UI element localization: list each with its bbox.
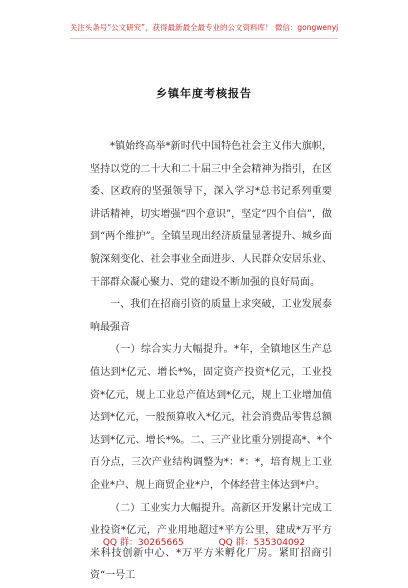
header-divider <box>70 38 338 39</box>
paragraph-overall-strength: （一）综合实力大幅提升。*年，全镇地区生产总值达到*亿元、增长*%，固定资产投资*亿元，工业投资*亿元，规上工业总产值达到*亿元，规上工业增加值达到*亿元，一般预算收入*亿元，社会消费品零售总额达到*亿元、增长*%。二、三产业比重分别提高*、*个百分点，三次产业结构调整为*：*：*，培育规上工业企业*户、规上商贸企业*户，个体经营主体达到*户。 <box>90 344 332 491</box>
paragraph-section-heading: 一、我们在招商引资的质量上求突破，工业发展泰响最强音 <box>90 299 332 333</box>
qq-group-right: QQ 群：535304092 <box>218 538 306 548</box>
paragraph-industrial-strength: （二）工业实力大幅提升。高新区开发累计完成工业投资*亿元，产业用地超过*平方公里，建成*万平方米科技创新中心、*万平方米孵化厂房。紧盯招商引资“一号工 <box>90 502 332 582</box>
document-body <box>90 136 332 588</box>
paragraph-intro: *镇始终高举*新时代中国特色社会主义伟大旗帜，坚持以党的二十大和二十届三中全会精神为指引，在区委、区政府的坚强领导下，深入学习*总书记系列重要讲话精神，切实增强“四个意识”，坚定“四个自信”，做到“两个维护”。全镇呈现出经济质量显著提升、城乡面貌深刻变化、社会事业全面进步、人民群众安居乐业、干部群众凝心聚力、党的建设不断加强的良好局面。 <box>90 141 332 288</box>
footer-qq-groups <box>0 535 408 548</box>
qq-group-left: QQ 群：30265665 <box>102 538 184 548</box>
promo-banner: 关注头条号“公文研究”，获得最新最全最专业的公文资料库！ 微信：gongwenyj <box>69 23 339 32</box>
document-title: 乡镇年度考核报告 <box>156 87 252 100</box>
